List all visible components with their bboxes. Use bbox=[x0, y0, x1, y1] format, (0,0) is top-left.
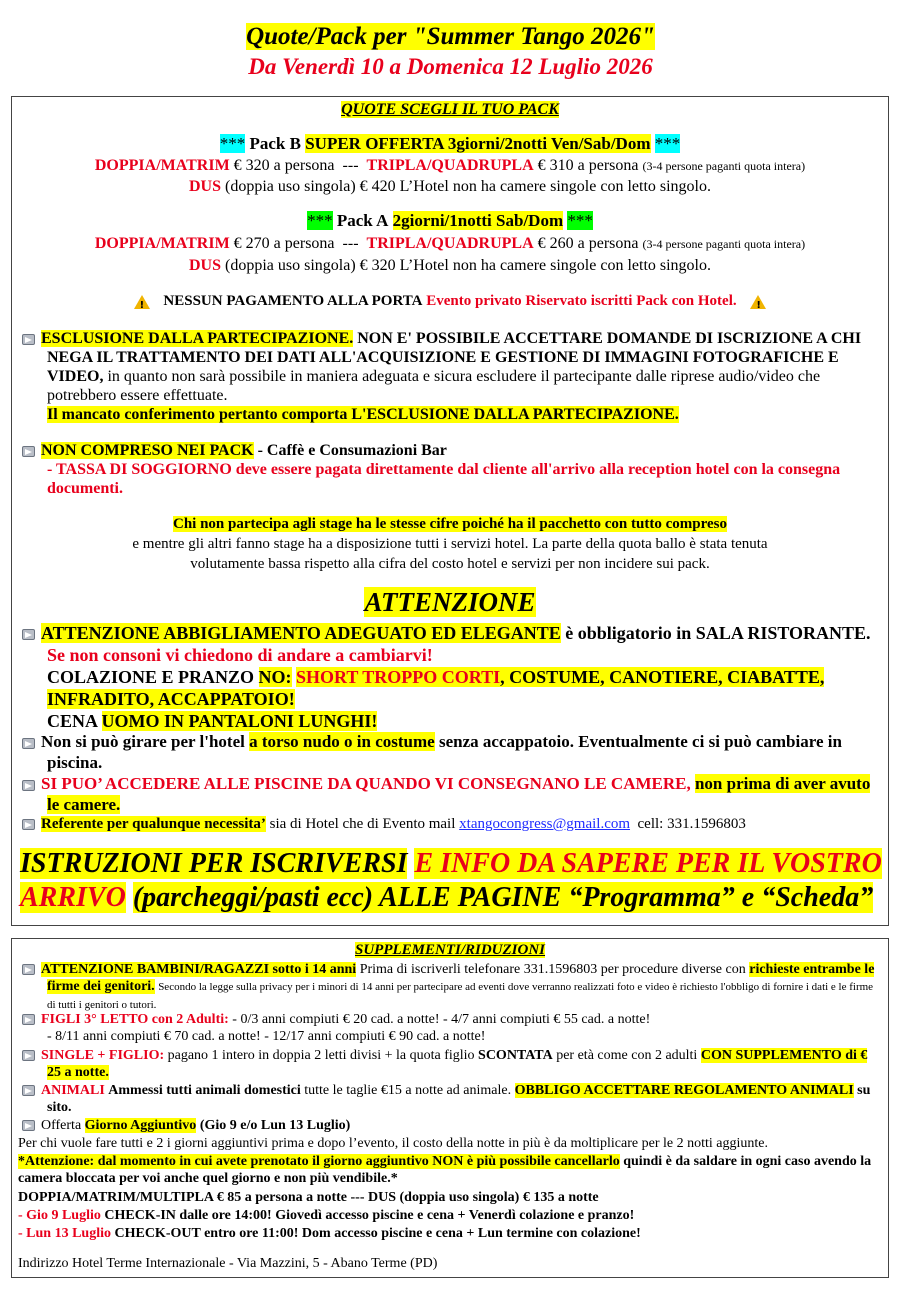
torso-section: Non si può girare per l'hotel a torso nudo o in costume senza accappatoio. Eventualmente ci si può cambiare in piscina. bbox=[22, 731, 878, 773]
esclusione-section: ESCLUSIONE DALLA PARTECIPAZIONE. NON E' POSSIBILE ACCETTARE DOMANDE DI ISCRIZIONE A CHI NEGA IL TRATTAMENTO DEI DATI ALL'ACQUISIZIONE E GESTIONE DI IMMAGINI FOTOGRAFICHE E VIDEO, in quanto non sarà possibile in maniera adeguata e sicura escludere il partecipante dalle riprese audio/video che potrebbero essere effettuate. Il mancato conferimento pertanto comporta L'ESCLUSIONE DALLA PARTECIPAZIONE. bbox=[22, 329, 878, 424]
bambini-section: ATTENZIONE BAMBINI/RAGAZZI sotto i 14 anni Prima di iscriverli telefonare 331.1596803 per procedure diverse con richieste entrambe le firme dei genitori. Secondo la legge sulla privacy per i minori di 14 anni per partecipare ad eventi dove verranno realizzati foto e video è richiesto l'obbligo di fornire i dati e le firme di tutti i genitori o tutori. bbox=[22, 961, 878, 1014]
offerta-section: Offerta Giorno Aggiuntivo (Gio 9 e/o Lun 13 Luglio) bbox=[22, 1117, 878, 1134]
single-figlio-section: SINGLE + FIGLIO: pagano 1 intero in doppia 2 letti divisi + la quota figlio SCONTATA per età come con 2 adulti CON SUPPLEMENTO di € 25 a notte. bbox=[22, 1047, 878, 1081]
stage-note: Chi non partecipa agli stage ha le stesse cifre poiché ha il pacchetto con tutto compreso e mentre gli altri fanno stage ha a disposizione tutti i servizi hotel. La parte della quota ballo è stata tenuta volutamente bassa rispetto alla cifra del costo hotel e servizi per non incidere sui pack. bbox=[132, 516, 768, 572]
attenzione-cancellazione: *Attenzione: dal momento in cui avete prenotato il giorno aggiuntivo NON è più possibile cancellarlo quindi è da saldare in ogni caso avendo la camera bloccata per voi anche quel giorno e non più vendibile.* bbox=[18, 1154, 872, 1186]
quote-box bbox=[11, 96, 889, 926]
gio-checkin: - Gio 9 Luglio CHECK-IN dalle ore 14:00! Giovedì accesso piscine e cena + Venerdì colazione e pranzo! bbox=[18, 1208, 635, 1223]
animali-section: ANIMALI Ammessi tutti animali domestici tutte le taglie €15 a notte ad animale. OBBLIGO ACCETTARE REGOLAMENTO ANIMALI su sito. bbox=[22, 1082, 878, 1116]
page-subtitle: Da Venerdì 10 a Domenica 12 Luglio 2026 bbox=[248, 54, 653, 79]
abbigliamento-section: ATTENZIONE ABBIGLIAMENTO ADEGUATO ED ELEGANTE è obbligatorio in SALA RISTORANTE. Se non consoni vi chiedono di andare a cambiarvi! COLAZIONE E PRANZO NO: SHORT TROPPO CORTI, COSTUME, CANOTIERE, CIABATTE, INFRADITO, ACCAPPATOIO! CENA UOMO IN PANTALONI LUNGHI! bbox=[22, 622, 878, 732]
hotel-address: Indirizzo Hotel Terme Internazionale - Via Mazzini, 5 - Abano Terme (PD) bbox=[18, 1256, 438, 1271]
arrow-bullet-icon bbox=[22, 964, 35, 975]
arrow-bullet-icon bbox=[22, 334, 35, 345]
figli-section: FIGLI 3° LETTO con 2 Adulti: - 0/3 anni compiuti € 20 cad. a notte! - 4/7 anni compiuti € 55 cad. a notte! - 8/11 anni compiuti € 70 cad. a notte! - 12/17 anni compiuti € 90 cad. a notte! bbox=[22, 1011, 878, 1045]
per-chi-note: Per chi vuole fare tutti e 2 i giorni aggiuntivi prima e dopo l’evento, il costo della notte in più è da moltiplicare per le 2 notti aggiunte. bbox=[18, 1136, 768, 1151]
lun-checkout: - Lun 13 Luglio CHECK-OUT entro ore 11:00! Dom accesso piscine e cena + Lun termine con colazione! bbox=[18, 1226, 641, 1241]
supplementi-box bbox=[11, 938, 889, 1278]
pack-a-dus: DUS (doppia uso singola) € 320 L’Hotel non ha camere singole con letto singolo. bbox=[189, 257, 711, 274]
quote-heading: QUOTE SCEGLI IL TUO PACK bbox=[341, 101, 559, 118]
arrow-bullet-icon bbox=[22, 738, 35, 749]
arrow-bullet-icon bbox=[22, 629, 35, 640]
referente-section: Referente per qualunque necessita’ sia di Hotel che di Evento mail xtangocongress@gmail.com cell: 331.1596803 bbox=[22, 815, 878, 834]
warning-icon bbox=[134, 295, 150, 309]
page-title: Quote/Pack per "Summer Tango 2026" bbox=[246, 23, 655, 50]
istruzioni-banner: ISTRUZIONI PER ISCRIVERSI E INFO DA SAPERE PER IL VOSTRO ARRIVO (parcheggi/pasti ecc) ALLE PAGINE “Programma” e “Scheda” bbox=[20, 848, 882, 913]
no-payment-notice: ! NESSUN PAGAMENTO ALLA PORTA Evento privato Riservato iscritti Pack con Hotel. ! bbox=[12, 291, 888, 311]
arrow-bullet-icon bbox=[22, 446, 35, 457]
pack-b-prices: DOPPIA/MATRIM € 320 a persona --- TRIPLA/QUADRUPLA € 310 a persona (3-4 persone paganti quota intera) bbox=[94, 157, 806, 174]
piscine-section: SI PUO’ ACCEDERE ALLE PISCINE DA QUANDO VI CONSEGNANO LE CAMERE, non prima di aver avuto le camere. bbox=[22, 773, 878, 815]
pack-a-prices: DOPPIA/MATRIM € 270 a persona --- TRIPLA/QUADRUPLA € 260 a persona (3-4 persone paganti quota intera) bbox=[94, 235, 806, 252]
pack-b-title: *** Pack B SUPER OFFERTA 3giorni/2notti Ven/Sab/Dom *** bbox=[219, 134, 681, 153]
arrow-bullet-icon bbox=[22, 1085, 35, 1096]
pack-b-dus: DUS (doppia uso singola) € 420 L’Hotel non ha camere singole con letto singolo. bbox=[189, 178, 711, 195]
non-compreso-section: NON COMPRESO NEI PACK - Caffè e Consumazioni Bar - TASSA DI SOGGIORNO deve essere pagata direttamente dal cliente all'arrivo alla reception hotel con la consegna documenti. bbox=[22, 441, 878, 498]
email-link[interactable]: xtangocongress@gmail.com bbox=[459, 816, 631, 832]
arrow-bullet-icon bbox=[22, 1050, 35, 1061]
supplementi-heading: SUPPLEMENTI/RIDUZIONI bbox=[354, 942, 546, 958]
arrow-bullet-icon bbox=[22, 1014, 35, 1025]
arrow-bullet-icon bbox=[22, 819, 35, 830]
arrow-bullet-icon bbox=[22, 1120, 35, 1131]
warning-icon bbox=[750, 295, 766, 309]
pack-a-title: *** Pack A 2giorni/1notti Sab/Dom *** bbox=[307, 211, 593, 230]
page-header bbox=[0, 22, 901, 82]
arrow-bullet-icon bbox=[22, 780, 35, 791]
prezzi-giorno-aggiuntivo: DOPPIA/MATRIM/MULTIPLA € 85 a persona a notte --- DUS (doppia uso singola) € 135 a notte bbox=[18, 1190, 599, 1205]
attenzione-title: ATTENZIONE bbox=[364, 587, 536, 617]
